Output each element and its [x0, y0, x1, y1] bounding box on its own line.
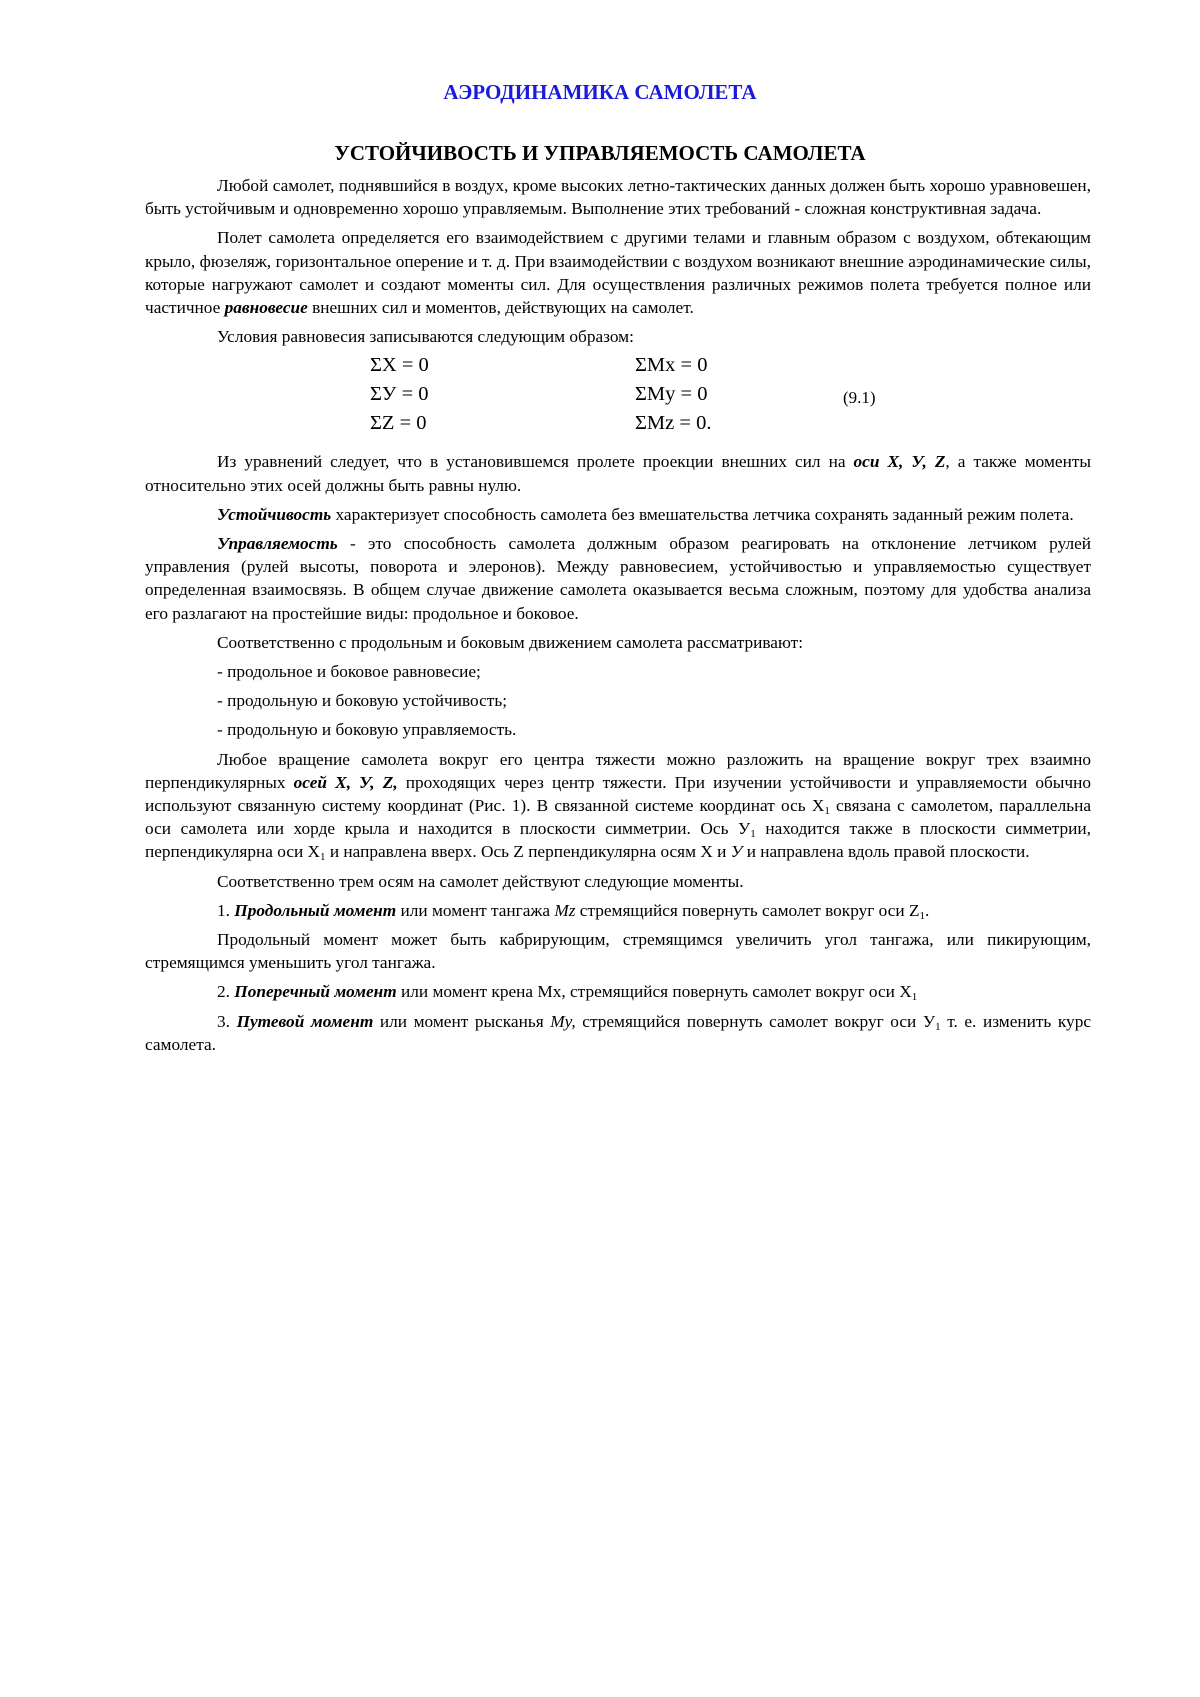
- paragraph-projections: Из уравнений следует, что в установившемся пролете проекции внешних сил на оси X, У, Z, а также моменты относительно этих осей должны быть равны нулю.: [145, 452, 1091, 495]
- paragraph-yaw-moment: 3. Путевой момент или момент рысканья My, стремящийся повернуть самолет вокруг оси $У_1$ т. е. изменить курс самолета.: [145, 1011, 1092, 1054]
- term-equilibrium: равновесие: [224, 298, 308, 318]
- paragraph-stability: Устойчивость характеризует способность самолета без вмешательства летчика сохранять заданный режим полета.: [217, 504, 1074, 524]
- paragraph-pitch-moment: 1. Продольный момент или момент тангажа Mz стремящийся повернуть самолет вокруг оси $Z_1$.: [217, 900, 930, 922]
- equation-sum-x: ΣX = 0: [370, 354, 429, 377]
- term-controllability: Управляемость: [217, 534, 338, 554]
- term-axes: оси X, У, Z: [853, 452, 946, 472]
- list-item: - продольное и боковое равновесие;: [217, 662, 481, 682]
- term-stability: Устойчивость: [217, 504, 332, 524]
- paragraph-roll-moment: 2. Поперечный момент или момент крена Mx, стремящийся повернуть самолет вокруг оси $X_1$: [217, 982, 918, 1004]
- equation-number: (9.1): [843, 388, 876, 408]
- term-roll-moment: Поперечный момент: [234, 982, 397, 1002]
- paragraph-controllability: Управляемость - это способность самолета должным образом реагировать на отклонение летчиком рулей управления (рулей высоты, поворота и элеронов). Между равновесием, устойчивостью и управляемостью существует определенная взаимосвязь. В общем случае движение самолета оказывается весьма сложным, поэтому для удобства анализа его разлагают на простейшие виды: продольное и боковое.: [145, 534, 1091, 623]
- paragraph-flight: Полет самолета определяется его взаимодействием с другими телами и главным образом с воздухом, обтекающим крыло, фюзеляж, горизонтальное оперение и т. д. При взаимодействии с воздухом возникают внешние аэродинамические силы, которые нагружают самолет и создают моменты сил. Для осуществления различных режимов полета требуется полное или частичное равновесие внешних сил и моментов, действующих на самолет.: [145, 228, 1091, 318]
- term-yaw-moment: Путевой момент: [236, 1011, 374, 1031]
- paragraph-motion: Соответственно с продольным и боковым движением самолета рассматривают:: [217, 632, 804, 652]
- equation-sum-my: ΣMy = 0: [635, 383, 708, 406]
- equation-sum-y: ΣУ = 0: [370, 383, 429, 406]
- term-pitch-moment: Продольный момент: [234, 900, 397, 920]
- term-axes-rotation: осей X, У, Z,: [293, 772, 398, 792]
- section-heading: УСТОЙЧИВОСТЬ И УПРАВЛЯЕМОСТЬ САМОЛЕТА: [334, 141, 866, 165]
- document-body: [145, 174, 1091, 1062]
- paragraph-rotation: Любое вращение самолета вокруг его центра тяжести можно разложить на вращение вокруг трех взаимно перпендикулярных осей X, У, Z, проходящих через центр тяжести. При изучении устойчивости и управляемости обычно используют связанную систему координат (Рис. 1). В связанной системе координат ось $X_1$ связана с самолетом, параллельна оси самолета или хорде крыла и находится в плоскости симметрии. Ось $У_1$ находится также в плоскости симметрии, перпендикулярна оси $X_1$ и направлена вверх. Ось Z перпендикулярна осям X и У и направлена вдоль правой плоскости.: [145, 749, 1092, 864]
- paragraph-moments-intro: Соответственно трем осям на самолет действуют следующие моменты.: [217, 871, 744, 891]
- list-item: - продольную и боковую управляемость.: [217, 720, 517, 740]
- paragraph-pitch-description: Продольный момент может быть кабрирующим, стремящимся увеличить угол тангажа, или пикирующим, стремящимся уменьшить угол тангажа.: [145, 930, 1091, 973]
- list-item: - продольную и боковую устойчивость;: [217, 691, 508, 711]
- equation-sum-z: ΣZ = 0: [370, 412, 427, 435]
- paragraph-conditions: Условия равновесия записываются следующим образом:: [217, 327, 634, 347]
- equations-block: [145, 354, 1091, 442]
- equation-sum-mx: ΣMx = 0: [635, 354, 708, 377]
- document-title: АЭРОДИНАМИКА САМОЛЕТА: [443, 80, 757, 104]
- paragraph-intro: Любой самолет, поднявшийся в воздух, кроме высоких летно-тактических данных должен быть хорошо уравновешен, быть устойчивым и одновременно хорошо управляемым. Выполнение этих требований - сложная конструктивная задача.: [145, 176, 1091, 219]
- equation-sum-mz: ΣMz = 0.: [635, 412, 712, 435]
